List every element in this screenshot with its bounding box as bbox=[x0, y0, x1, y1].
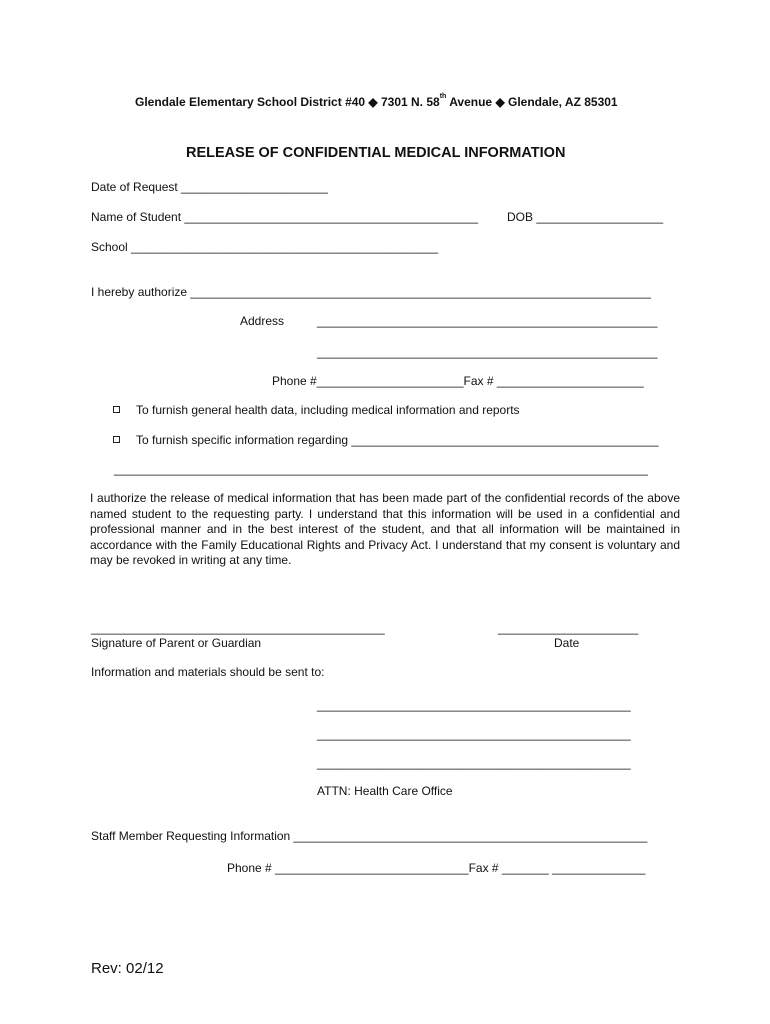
date-line[interactable]: _____________________ bbox=[498, 621, 639, 635]
district-header bbox=[135, 95, 618, 109]
date-of-request-field[interactable]: Date of Request ______________________ bbox=[91, 180, 328, 194]
general-health-checkbox[interactable] bbox=[113, 406, 120, 413]
specific-info-option-label[interactable]: To furnish specific information regarding ______________________________________________ bbox=[136, 433, 659, 447]
send-to-line-2[interactable]: _______________________________________________ bbox=[317, 727, 631, 741]
dob-field[interactable]: DOB ___________________ bbox=[507, 210, 664, 224]
send-to-label: Information and materials should be sent to: bbox=[91, 665, 325, 679]
send-to-line-1[interactable]: _______________________________________________ bbox=[317, 698, 631, 712]
specific-info-extra-line[interactable]: ________________________________________________________________________________ bbox=[114, 462, 648, 476]
header-text-prefix: Glendale Elementary School District #40 ◆ 7301 N. 58 bbox=[135, 95, 440, 109]
address-line-1[interactable]: ___________________________________________________ bbox=[317, 314, 658, 328]
form-title: RELEASE OF CONFIDENTIAL MEDICAL INFORMATION bbox=[186, 145, 566, 161]
signature-line[interactable]: ____________________________________________ bbox=[91, 621, 385, 635]
specific-info-checkbox[interactable] bbox=[113, 436, 120, 443]
header-superscript: th bbox=[439, 93, 447, 100]
school-field[interactable]: School ______________________________________________ bbox=[91, 240, 439, 254]
attn-label: ATTN: Health Care Office bbox=[317, 784, 453, 798]
general-health-option-label: To furnish general health data, including medical information and reports bbox=[136, 403, 520, 417]
phone-fax-field[interactable]: Phone #______________________Fax # ______________________ bbox=[272, 374, 644, 388]
address-line-2[interactable]: ___________________________________________________ bbox=[317, 345, 658, 359]
revision-label: Rev: 02/12 bbox=[91, 960, 164, 977]
consent-paragraph: I authorize the release of medical information that has been made part of the confidential records of the above named student to the requesting party. I understand that this information will be used in a confidential and professional manner and in the best interest of the student, and that all information will be maintained in accordance with the Family Educational Rights and Privacy Act. I understand that my consent is voluntary and may be revoked in writing at any time. bbox=[90, 491, 680, 567]
date-label: Date bbox=[554, 636, 580, 650]
student-name-field[interactable]: Name of Student ____________________________________________ bbox=[91, 210, 479, 224]
signature-label: Signature of Parent or Guardian bbox=[91, 636, 262, 650]
send-to-line-3[interactable]: _______________________________________________ bbox=[317, 756, 631, 770]
address-label: Address bbox=[240, 314, 285, 328]
authorize-field[interactable]: I hereby authorize _____________________________________________________________________ bbox=[91, 285, 651, 299]
header-text-suffix: Avenue ◆ Glendale, AZ 85301 bbox=[446, 95, 618, 109]
staff-phone-fax-field[interactable]: Phone # _____________________________Fax # _______ ______________ bbox=[227, 861, 646, 875]
staff-member-field[interactable]: Staff Member Requesting Information _____________________________________________________ bbox=[91, 829, 648, 843]
